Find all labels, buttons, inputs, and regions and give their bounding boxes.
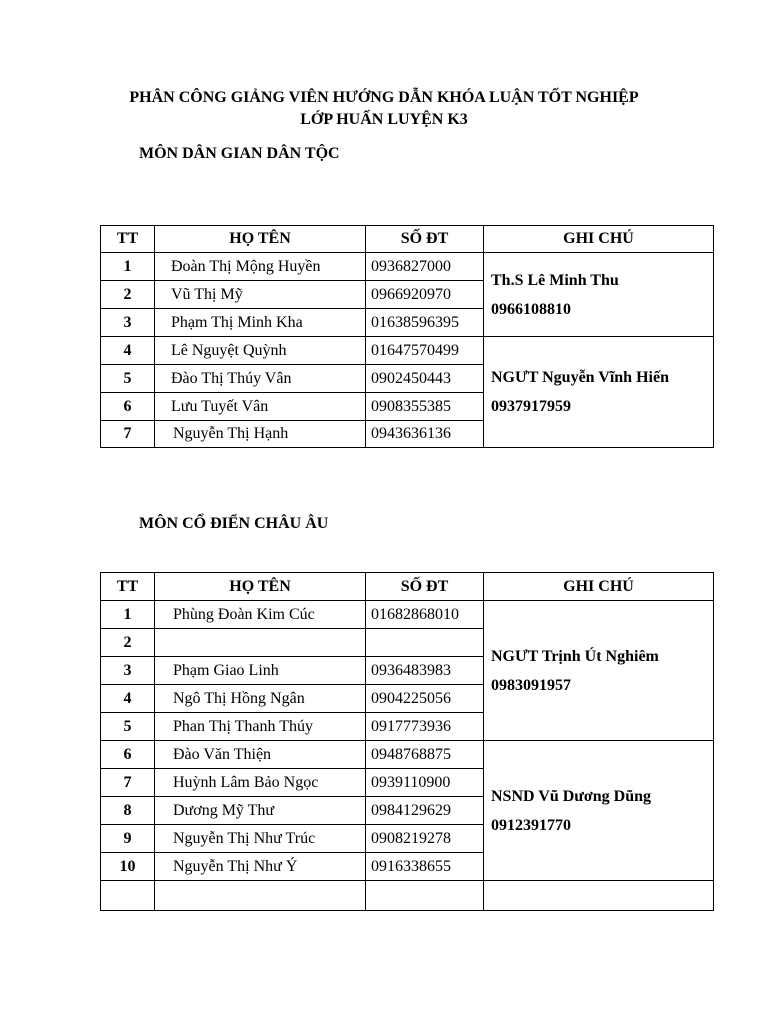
row-name: Đào Văn Thiện	[155, 741, 366, 769]
row-phone: 0902450443	[366, 365, 484, 393]
advisor-note	[484, 741, 714, 881]
row-tt: 4	[101, 685, 155, 713]
advisor-name: NGƯT Trịnh Út Nghiêm	[491, 647, 659, 665]
row-tt: 5	[101, 713, 155, 741]
row-tt: 10	[101, 853, 155, 881]
row-tt: 4	[101, 337, 155, 365]
header-name: HỌ TÊN	[155, 573, 366, 601]
row-name: Đào Thị Thúy Vân	[155, 365, 366, 393]
advisor-phone: 0937917959	[491, 398, 571, 415]
table-header-row	[101, 226, 714, 253]
row-tt: 1	[101, 601, 155, 629]
row-name: Phùng Đoàn Kim Cúc	[155, 601, 366, 629]
title-line-2: LỚP HUẤN LUYỆN K3	[300, 111, 468, 128]
row-phone: 0916338655	[366, 853, 484, 881]
empty-cell	[155, 881, 366, 911]
row-phone: 01638596395	[366, 309, 484, 337]
row-phone: 0917773936	[366, 713, 484, 741]
row-tt: 3	[101, 309, 155, 337]
row-tt: 3	[101, 657, 155, 685]
row-phone: 0904225056	[366, 685, 484, 713]
advisor-name: NGƯT Nguyễn Vĩnh Hiến	[491, 369, 669, 386]
row-phone: 0939110900	[366, 769, 484, 797]
section1-title: MÔN DÂN GIAN DÂN TỘC	[139, 145, 340, 162]
row-tt: 7	[101, 769, 155, 797]
header-tt: TT	[101, 573, 155, 601]
header-phone: SỐ ĐT	[366, 226, 484, 253]
row-tt: 2	[101, 281, 155, 309]
row-tt: 1	[101, 253, 155, 281]
row-name: Phan Thị Thanh Thúy	[155, 713, 366, 741]
empty-cell	[366, 881, 484, 911]
table-row-empty	[101, 881, 714, 911]
row-phone: 0908219278	[366, 825, 484, 853]
row-name: Phạm Thị Minh Kha	[155, 309, 366, 337]
advisor-note	[484, 253, 714, 337]
table-row	[101, 253, 714, 281]
row-phone: 0966920970	[366, 281, 484, 309]
row-phone: 01647570499	[366, 337, 484, 365]
row-name: Ngô Thị Hồng Ngân	[155, 685, 366, 713]
row-name: Nguyễn Thị Như Ý	[155, 853, 366, 881]
row-name: Huỳnh Lâm Bảo Ngọc	[155, 769, 366, 797]
row-name: Nguyễn Thị Hạnh	[155, 421, 366, 448]
row-name: Dương Mỹ Thư	[155, 797, 366, 825]
row-name: Lê Nguyệt Quỳnh	[155, 337, 366, 365]
table-row	[101, 741, 714, 769]
row-name: Phạm Giao Linh	[155, 657, 366, 685]
table-header-row	[101, 573, 714, 601]
row-tt: 6	[101, 393, 155, 421]
table-row	[101, 601, 714, 629]
row-phone: 0908355385	[366, 393, 484, 421]
section2-title: MÔN CỔ ĐIỂN CHÂU ÂU	[139, 515, 329, 532]
advisor-phone: 0912391770	[491, 816, 571, 834]
row-tt: 2	[101, 629, 155, 657]
row-phone: 0936483983	[366, 657, 484, 685]
empty-cell	[484, 881, 714, 911]
advisor-name: NSND Vũ Dương Dũng	[491, 787, 651, 805]
row-phone: 01682868010	[366, 601, 484, 629]
table-row	[101, 337, 714, 365]
row-tt: 8	[101, 797, 155, 825]
advisor-phone: 0983091957	[491, 676, 571, 694]
row-phone: 0984129629	[366, 797, 484, 825]
title-line-1: PHÂN CÔNG GIẢNG VIÊN HƯỚNG DẪN KHÓA LUẬN TỐT NGHIỆP	[129, 89, 639, 106]
row-phone: 0943636136	[366, 421, 484, 448]
row-tt: 6	[101, 741, 155, 769]
row-name: Đoàn Thị Mộng Huyền	[155, 253, 366, 281]
section2-table	[100, 572, 714, 911]
row-name: Nguyễn Thị Như Trúc	[155, 825, 366, 853]
row-name: Lưu Tuyết Vân	[155, 393, 366, 421]
row-tt: 9	[101, 825, 155, 853]
row-name	[155, 629, 366, 657]
advisor-note	[484, 337, 714, 448]
row-phone	[366, 629, 484, 657]
advisor-note	[484, 601, 714, 741]
header-name: HỌ TÊN	[155, 226, 366, 253]
document-title	[0, 87, 768, 131]
row-tt: 5	[101, 365, 155, 393]
header-tt: TT	[101, 226, 155, 253]
empty-cell	[101, 881, 155, 911]
row-phone: 0948768875	[366, 741, 484, 769]
row-name: Vũ Thị Mỹ	[155, 281, 366, 309]
header-phone: SỐ ĐT	[366, 573, 484, 601]
row-phone: 0936827000	[366, 253, 484, 281]
header-note: GHI CHÚ	[484, 573, 714, 601]
header-note: GHI CHÚ	[484, 226, 714, 253]
row-tt: 7	[101, 421, 155, 448]
advisor-name: Th.S Lê Minh Thu	[491, 271, 619, 289]
advisor-phone: 0966108810	[491, 300, 571, 318]
section1-table	[100, 225, 714, 448]
